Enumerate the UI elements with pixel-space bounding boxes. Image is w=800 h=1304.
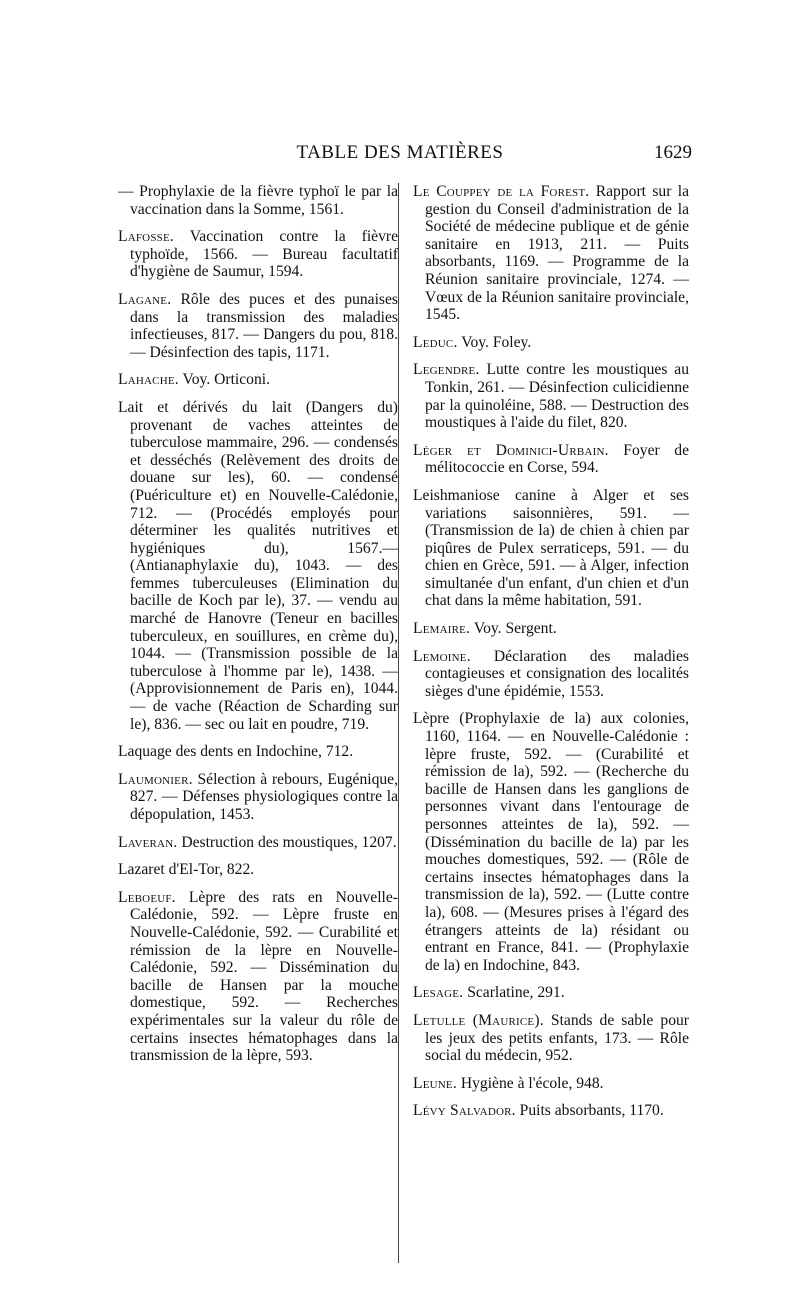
index-entry — [413, 620, 689, 638]
entry-text: — Prophylaxie de la fièvre typhoï le par la vaccination dans la Somme, 1561. — [118, 183, 398, 218]
index-entry — [413, 334, 689, 352]
entry-text: Voy. Sergent. — [473, 620, 557, 638]
entry-author: Lemaire. — [413, 620, 471, 638]
entry-author: Legendre. — [413, 361, 480, 379]
index-entry — [413, 1075, 689, 1093]
index-entry — [413, 648, 689, 701]
entry-author: Lesage. — [413, 984, 464, 1002]
index-entry — [413, 487, 689, 610]
entry-text: Scarlatine, 291. — [467, 984, 565, 1002]
index-entry — [413, 1102, 689, 1120]
index-entry — [413, 1012, 689, 1065]
index-column-left — [118, 183, 398, 1075]
entry-text: Lèpre des rats en Nouvelle-Calédonie, 592. — Lèpre fruste en Nouvelle-Calédonie, 592. — Curabilité et rémission de la lèpre en Nouvelle-Calédonie, 592. — Dissémination du bacille de Hansen par la mouche domestique, 592. — Recherches expérimentales sur la valeur du rôle de certains insectes hématophages dans la transmission de la lèpre, 593. — [130, 888, 398, 1065]
entry-text: Hygiène à l'école, 948. — [460, 1074, 604, 1092]
entry-text: Voy. Foley. — [461, 333, 532, 351]
entry-text: Sélection à rebours, Eugénique, 827. — Défenses physiologiques contre la dépopulation, 1453. — [130, 770, 398, 823]
index-entry — [118, 399, 398, 733]
entry-author: Lahache. — [118, 371, 179, 389]
entry-author: Lemoine. — [413, 647, 471, 665]
page-number: 1629 — [654, 142, 692, 163]
entry-author: Leduc. — [413, 333, 458, 351]
index-entry — [118, 183, 398, 218]
entry-text: Destruction des moustiques, 1207. — [181, 833, 397, 851]
entry-text: Rapport sur la gestion du Conseil d'administration de la Société de médecine publique et de génie sanitaire en 1913, 211. — Puits absorbants, 1169. — Programme de la Réunion sanitaire provinciale, 1274. — Vœux de la Réunion sanitaire provinciale, 1545. — [425, 183, 689, 324]
entry-text: Puits absorbants, 1170. — [519, 1102, 664, 1120]
index-entry — [118, 291, 398, 361]
entry-author: Leboeuf. — [118, 888, 176, 906]
entry-text: Stands de sable pour les jeux des petits enfants, 173. — Rôle social du médecin, 952. — [425, 1011, 689, 1065]
index-entry — [118, 743, 398, 761]
entry-text: Voy. Orticoni. — [182, 371, 270, 389]
index-entry — [118, 228, 398, 281]
entry-text: Vaccination contre la fièvre typhoïde, 1566. — Bureau facultatif d'hygiène de Saumur, 1594. — [130, 228, 398, 281]
entry-text: Rôle des puces et des punaises dans la transmission des maladies infectieuses, 817. — Dangers du pou, 818. — Désinfection des tapis, 1171. — [130, 290, 398, 361]
index-entry — [413, 361, 689, 431]
index-entry — [118, 834, 398, 852]
entry-text: Lutte contre les moustiques au Tonkin, 261. — Désinfection culicidienne par la quinoléine, 588. — Destruction des moustiques à l'aide du filet, 820. — [425, 361, 689, 432]
entry-text: Déclaration des maladies contagieuses et consignation des localités sièges d'une épidémie, 1553. — [425, 647, 689, 700]
index-entry — [118, 889, 398, 1065]
page-header — [110, 142, 690, 172]
index-entry — [413, 710, 689, 974]
entry-text: Leishmaniose canine à Alger et ses variations saisonnières, 591. — (Transmission de la) de chien à chien par piqûres de Pulex serraticeps, 591. — du chien en Grèce, 591. — à Alger, infection simultanée d'un enfant, d'un chien et d'un chat dans la même habitation, 591. — [413, 486, 689, 610]
entry-text: Lazaret d'El-Tor, 822. — [118, 861, 255, 879]
entry-author: Leune. — [413, 1074, 457, 1092]
entry-author: Léger et Dominici-Urbain. — [413, 441, 609, 459]
index-entry — [118, 771, 398, 824]
entry-text: Lèpre (Prophylaxie de la) aux colonies, 1160, 1164. — en Nouvelle-Calédonie : lèpre fruste, 592. — (Curabilité et rémission de la), 592. — (Recherche du bacille de Hansen dans les ganglions de personnes vivant dans l'entourage de personnes atteintes de la), 592. — (Dissémination du bacille de la) par les mouches domestiques, 592. — (Rôle de certains insectes hématophages dans la transmission de la), 592. — (Lutte contre la), 608. — (Mesures prises à l'égard des étrangers atteints de la) résidant ou entrant en France, 841. — (Prophylaxie de la) en Indochine, 843. — [413, 710, 689, 974]
index-column-right — [413, 183, 689, 1130]
index-entry — [413, 984, 689, 1002]
running-title: TABLE DES MATIÈRES — [296, 142, 504, 163]
entry-author: Laveran. — [118, 833, 178, 851]
index-entry — [413, 183, 689, 324]
entry-author: Lagane. — [118, 290, 172, 308]
index-entry — [118, 371, 398, 389]
entry-text: Laquage des dents en Indochine, 712. — [118, 743, 354, 761]
index-entry — [413, 442, 689, 477]
entry-text: Foyer de mélitococcie en Corse, 594. — [425, 441, 689, 477]
entry-text: Lait et dérivés du lait (Dangers du) provenant de vaches atteintes de tuberculose mammaire, 296. — condensés et desséchés (Relèvement des droits de douane sur les), 60. — condensé (Puériculture et) en Nouvelle-Calédonie, 712. — (Procédés employés pour déterminer les qualités nutritives et hygiéniques du), 1567.— (Antianaphylaxie du), 1043. — des femmes tuberculeuses (Elimination du bacille de Koch par le), 37. — vendu au marché de Hanovre (Teneur en bacilles tuberculeux, en souillures, en crème du), 1044. — (Transmission possible de la tuberculose à l'homme par le), 1438. — (Approvisionnement de Paris en), 1044. — de vache (Réaction de Scharding sur le), 836. — sec ou lait en poudre, 719. — [118, 398, 398, 733]
entry-author: Letulle (Maurice). — [413, 1011, 544, 1029]
entry-author: Lafosse. — [118, 228, 174, 246]
entry-author: Le Couppey de la Forest. — [413, 183, 590, 200]
column-divider — [398, 183, 399, 1263]
entry-author: Lévy Salvador. — [413, 1102, 516, 1120]
index-entry — [118, 861, 398, 879]
entry-author: Laumonier. — [118, 770, 193, 788]
